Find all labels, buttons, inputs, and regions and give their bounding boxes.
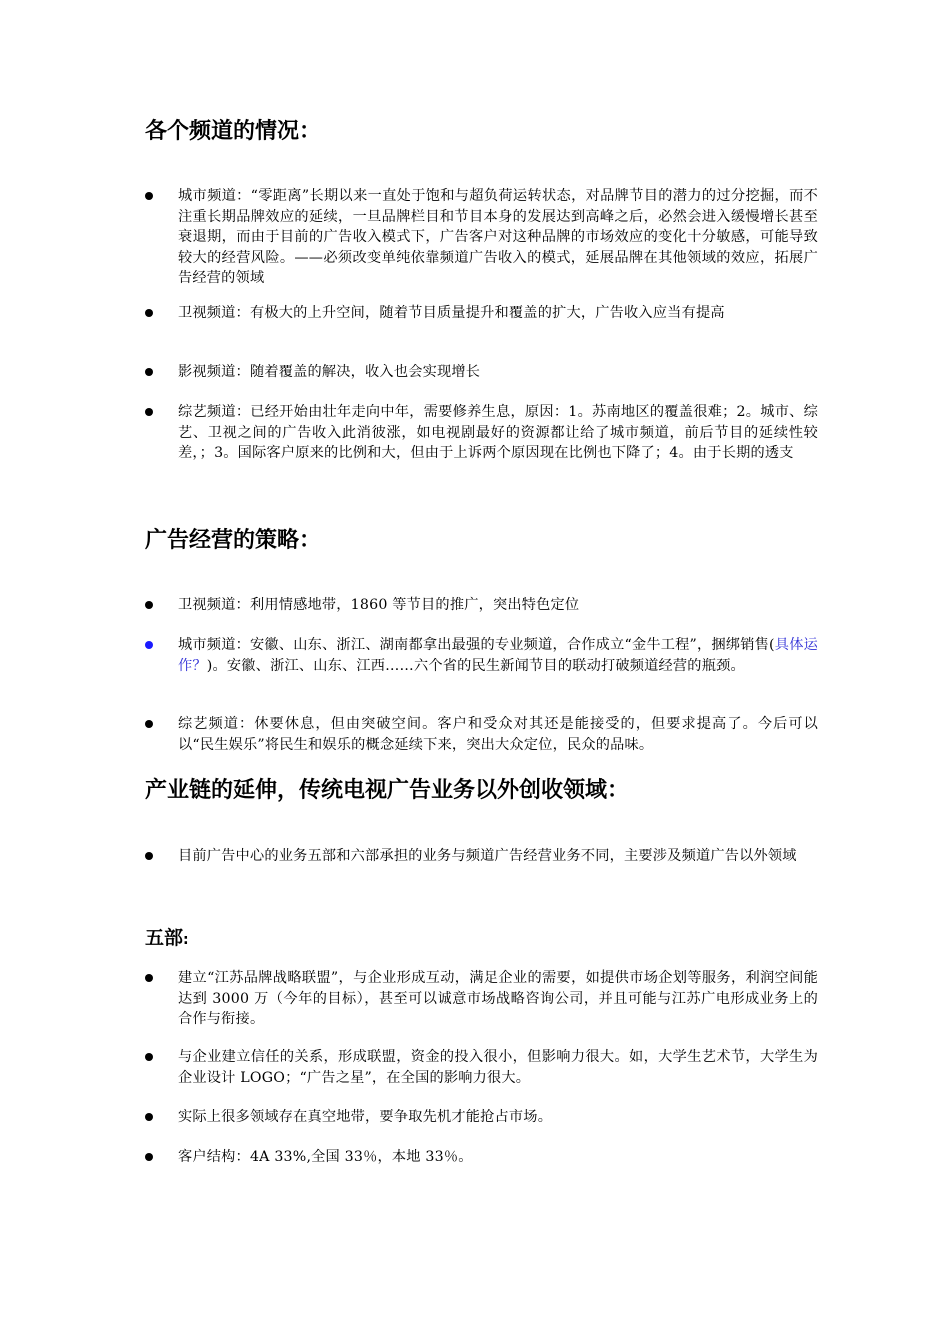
subheading-dept5 — [145, 925, 189, 953]
list-item-text-after: )。安徽、浙江、山东、江西……六个省的民生新闻节目的联动打破频道经营的瓶颈。 — [206, 657, 745, 674]
bullet-icon — [145, 368, 153, 376]
bullet-icon — [145, 192, 153, 200]
section-heading-extension: 产业链的延伸，传统电视广告业务以外创收领域： — [145, 778, 630, 803]
list-item-text: 实际上很多领域存在真空地带，要争取先机才能抢占市场。 — [178, 1109, 553, 1125]
subheading-dept5-title: 五部 — [145, 927, 184, 949]
list-item-text: 与企业建立信任的关系，形成联盟，资金的投入很小，但影响力很大。如，大学生艺术节，大学生为企业设计 LOGO；“广告之星”，在全国的影响力很大。 — [178, 1049, 818, 1086]
subheading-dept5-colon: : — [183, 932, 189, 948]
list-item-text: 城市频道：“零距离”长期以来一直处于饱和与超负荷运转状态，对品牌节目的潜力的过分挖掘，而不注重长期品牌效应的延续，一旦品牌栏目和节目本身的发展达到高峰之后，必然会进入缓慢增长甚至衰退期，而由于目前的广告收入模式下，广告客户对这种品牌的市场效应的变化十分敏感，可能导致较大的经营风险。——必须改变单纯依靠频道广告收入的模式，延展品牌在其他领域的效应，拓展广告经营的领域 — [178, 188, 818, 286]
bullet-icon — [145, 408, 153, 416]
list-item-text: 综艺频道：已经开始由壮年走向中年，需要修养生息，原因：1。苏南地区的覆盖很难；2。城市、综艺、卫视之间的广告收入此消彼涨，如电视剧最好的资源都让给了城市频道，前后节目的延续性较差，；3。国际客户原来的比例和大，但由于上诉两个原因现在比例也下降了；4。由于长期的透支 — [178, 404, 818, 461]
list-item-text: 客户结构：4A 33%,全国 33％，本地 33％。 — [178, 1149, 473, 1165]
list-item-text: 建立“江苏品牌战略联盟”，与企业形成互动，满足企业的需要，如提供市场企划等服务，利润空间能达到 3000 万（今年的目标），甚至可以诚意市场战略咨询公司，并且可能与江苏广电形成业务上的合作与衔接。 — [178, 970, 818, 1027]
bullet-icon — [145, 601, 153, 609]
list-item-text-before: 城市频道：安徽、山东、浙江、湖南都拿出最强的专业频道，合作成立“金牛工程”，捆绑销售( — [178, 637, 775, 653]
comment-link[interactable]: 具体运作？ — [178, 637, 818, 674]
bullet-icon — [145, 974, 153, 982]
bullet-icon — [145, 641, 153, 649]
bullet-icon — [145, 1153, 153, 1161]
bullet-icon — [145, 1053, 153, 1061]
list-item-text: 卫视频道：有极大的上升空间，随着节目质量提升和覆盖的扩大，广告收入应当有提高 — [178, 305, 725, 321]
list-item-text: 影视频道：随着覆盖的解决，收入也会实现增长 — [178, 364, 481, 380]
list-item-text: 综艺频道：休要休息，但由突破空间。客户和受众对其还是能接受的，但要求提高了。今后可以以“民生娱乐”将民生和娱乐的概念延续下来，突出大众定位，民众的品味。 — [178, 716, 818, 753]
list-item-text: 卫视频道：利用情感地带，1860 等节目的推广，突出特色定位 — [178, 597, 580, 613]
list-item-text — [178, 635, 818, 676]
list-item-text: 目前广告中心的业务五部和六部承担的业务与频道广告经营业务不同，主要涉及频道广告以外领域 — [178, 848, 797, 864]
bullet-icon — [145, 309, 153, 317]
section-heading-channels: 各个频道的情况： — [145, 119, 322, 144]
bullet-icon — [145, 720, 153, 728]
section-heading-strategy: 广告经营的策略： — [145, 528, 322, 553]
bullet-icon — [145, 1113, 153, 1121]
bullet-icon — [145, 852, 153, 860]
